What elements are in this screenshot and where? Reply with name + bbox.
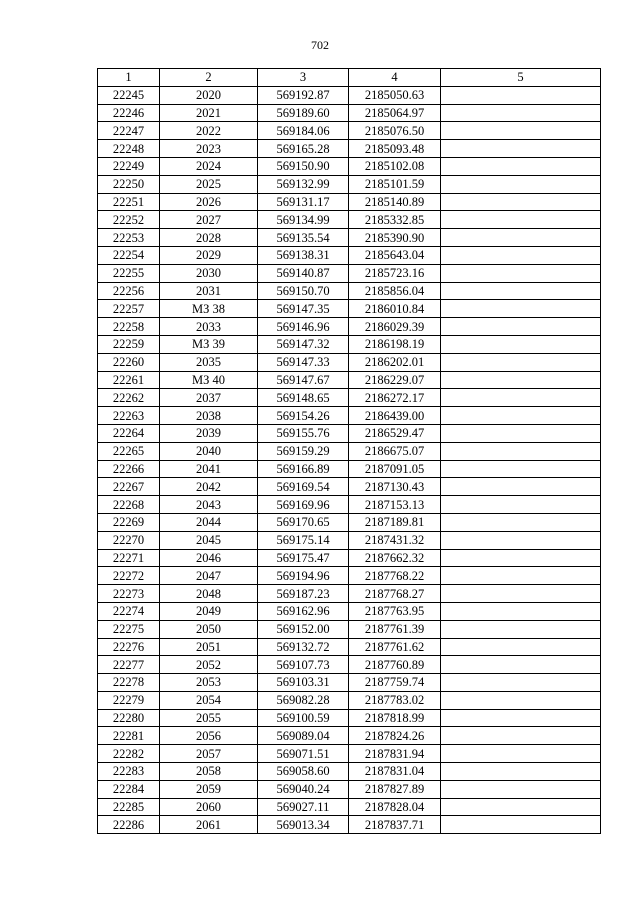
table-cell <box>441 638 601 656</box>
table-cell: 2187768.27 <box>349 585 441 603</box>
table-cell: 569013.34 <box>258 816 349 834</box>
table-cell: 22270 <box>98 531 160 549</box>
table-row <box>98 335 601 353</box>
table-cell: 22259 <box>98 335 160 353</box>
table-row <box>98 674 601 692</box>
table-cell: 569162.96 <box>258 602 349 620</box>
table-cell: 2187759.74 <box>349 674 441 692</box>
table-row <box>98 246 601 264</box>
table-cell: 22280 <box>98 709 160 727</box>
table-cell: 22249 <box>98 157 160 175</box>
table-cell <box>441 335 601 353</box>
table-cell: 569169.54 <box>258 478 349 496</box>
table-cell: 22286 <box>98 816 160 834</box>
table-cell: 2061 <box>160 816 258 834</box>
table-cell: 2025 <box>160 175 258 193</box>
table-cell: 569147.33 <box>258 353 349 371</box>
table-cell: 2185856.04 <box>349 282 441 300</box>
table-cell: 22246 <box>98 104 160 122</box>
table-cell: 2037 <box>160 389 258 407</box>
table-cell: 2185102.08 <box>349 157 441 175</box>
table-cell <box>441 175 601 193</box>
table-cell: 569071.51 <box>258 745 349 763</box>
table-cell: 22258 <box>98 318 160 336</box>
table-cell: 569192.87 <box>258 86 349 104</box>
table-cell: 569170.65 <box>258 513 349 531</box>
table-cell <box>441 656 601 674</box>
table-cell: 2020 <box>160 86 258 104</box>
table-cell: 2059 <box>160 780 258 798</box>
table-cell: 569040.24 <box>258 780 349 798</box>
table-cell: 22279 <box>98 691 160 709</box>
table-row <box>98 585 601 603</box>
table-cell: 2043 <box>160 496 258 514</box>
table-cell <box>441 140 601 158</box>
table-cell: 569138.31 <box>258 246 349 264</box>
table-cell: 2185101.59 <box>349 175 441 193</box>
column-header: 2 <box>160 69 258 87</box>
table-cell: 2022 <box>160 122 258 140</box>
page-number: 702 <box>311 38 329 52</box>
table-cell: 569150.70 <box>258 282 349 300</box>
table-cell: МЗ 38 <box>160 300 258 318</box>
table-row <box>98 211 601 229</box>
table-cell: 2187783.02 <box>349 691 441 709</box>
table-cell: 569100.59 <box>258 709 349 727</box>
table-cell: 22250 <box>98 175 160 193</box>
table-cell: 2185093.48 <box>349 140 441 158</box>
table-cell <box>441 353 601 371</box>
table-cell: 22265 <box>98 442 160 460</box>
table-body <box>98 86 601 833</box>
table-cell: 569169.96 <box>258 496 349 514</box>
table-cell: 569132.72 <box>258 638 349 656</box>
table-cell: 22257 <box>98 300 160 318</box>
table-cell <box>441 246 601 264</box>
table-cell: 569146.96 <box>258 318 349 336</box>
table-cell: 22274 <box>98 602 160 620</box>
table-cell: 569154.26 <box>258 407 349 425</box>
table-cell <box>441 567 601 585</box>
table-cell <box>441 407 601 425</box>
table-row <box>98 620 601 638</box>
table-cell: 569058.60 <box>258 763 349 781</box>
table-cell <box>441 460 601 478</box>
table-cell: 22269 <box>98 513 160 531</box>
table-cell <box>441 424 601 442</box>
table-row <box>98 229 601 247</box>
table-cell: 2187662.32 <box>349 549 441 567</box>
table-cell: 2187761.39 <box>349 620 441 638</box>
table-cell: 2021 <box>160 104 258 122</box>
table-cell: 2187828.04 <box>349 798 441 816</box>
table-cell: 2186202.01 <box>349 353 441 371</box>
column-header: 4 <box>349 69 441 87</box>
table-cell <box>441 211 601 229</box>
table-row <box>98 727 601 745</box>
table-cell: 2024 <box>160 157 258 175</box>
table-cell: 2046 <box>160 549 258 567</box>
table-row <box>98 745 601 763</box>
table-cell: 2187431.32 <box>349 531 441 549</box>
table-cell <box>441 264 601 282</box>
column-header: 3 <box>258 69 349 87</box>
table-cell: 22262 <box>98 389 160 407</box>
table-row <box>98 763 601 781</box>
table-header-row <box>98 69 601 87</box>
table-cell: 569165.28 <box>258 140 349 158</box>
table-cell: 2060 <box>160 798 258 816</box>
table-cell: 2186439.00 <box>349 407 441 425</box>
table-cell: 22253 <box>98 229 160 247</box>
coordinates-table <box>97 68 601 834</box>
table-row <box>98 638 601 656</box>
table-cell: 2053 <box>160 674 258 692</box>
table-cell: 22260 <box>98 353 160 371</box>
table-cell: 22251 <box>98 193 160 211</box>
table-cell: 2047 <box>160 567 258 585</box>
table-cell: 569027.11 <box>258 798 349 816</box>
table-row <box>98 460 601 478</box>
table-cell: 2042 <box>160 478 258 496</box>
table-cell: 569103.31 <box>258 674 349 692</box>
table-cell <box>441 300 601 318</box>
table-cell: 2185140.89 <box>349 193 441 211</box>
table-row <box>98 424 601 442</box>
table-cell: 2049 <box>160 602 258 620</box>
table-row <box>98 780 601 798</box>
table-cell: 22276 <box>98 638 160 656</box>
table-cell: 22272 <box>98 567 160 585</box>
table-cell <box>441 318 601 336</box>
table-cell: 2187760.89 <box>349 656 441 674</box>
column-header: 5 <box>441 69 601 87</box>
table-cell: 2186675.07 <box>349 442 441 460</box>
table-cell: 2185723.16 <box>349 264 441 282</box>
table-row <box>98 264 601 282</box>
table-cell: 2187827.89 <box>349 780 441 798</box>
table-cell: 22271 <box>98 549 160 567</box>
table-cell: 22247 <box>98 122 160 140</box>
table-cell: 2048 <box>160 585 258 603</box>
table-cell: 2185643.04 <box>349 246 441 264</box>
table-cell: 569155.76 <box>258 424 349 442</box>
table-cell: 569147.32 <box>258 335 349 353</box>
table-cell <box>441 549 601 567</box>
table-cell: 2058 <box>160 763 258 781</box>
table-cell: 2033 <box>160 318 258 336</box>
table-cell: МЗ 40 <box>160 371 258 389</box>
table-cell: 2054 <box>160 691 258 709</box>
table-cell: 2187761.62 <box>349 638 441 656</box>
table-cell: 22261 <box>98 371 160 389</box>
column-header: 1 <box>98 69 160 87</box>
table-cell: 2187831.04 <box>349 763 441 781</box>
table-cell: МЗ 39 <box>160 335 258 353</box>
table-cell: 2187189.81 <box>349 513 441 531</box>
table-cell: 569131.17 <box>258 193 349 211</box>
table-cell: 2026 <box>160 193 258 211</box>
table-cell: 569194.96 <box>258 567 349 585</box>
table-cell: 2187837.71 <box>349 816 441 834</box>
table-cell <box>441 709 601 727</box>
table-row <box>98 371 601 389</box>
table-cell: 2028 <box>160 229 258 247</box>
table-cell: 569082.28 <box>258 691 349 709</box>
table-row <box>98 104 601 122</box>
table-cell <box>441 691 601 709</box>
table-cell: 569135.54 <box>258 229 349 247</box>
table-row <box>98 318 601 336</box>
table-cell: 2186229.07 <box>349 371 441 389</box>
table-cell: 2187768.22 <box>349 567 441 585</box>
table-cell: 2044 <box>160 513 258 531</box>
table-cell <box>441 816 601 834</box>
table-cell: 22263 <box>98 407 160 425</box>
table-cell: 2056 <box>160 727 258 745</box>
table-cell <box>441 585 601 603</box>
table-cell: 2041 <box>160 460 258 478</box>
table-cell: 22245 <box>98 86 160 104</box>
table-cell: 2039 <box>160 424 258 442</box>
table-cell: 569140.87 <box>258 264 349 282</box>
table-cell: 22264 <box>98 424 160 442</box>
table-cell <box>441 157 601 175</box>
table-row <box>98 353 601 371</box>
table-cell <box>441 620 601 638</box>
table-cell <box>441 602 601 620</box>
table-row <box>98 496 601 514</box>
table-cell: 22285 <box>98 798 160 816</box>
table-cell: 2023 <box>160 140 258 158</box>
table-cell: 569147.35 <box>258 300 349 318</box>
table-cell: 2187130.43 <box>349 478 441 496</box>
table-cell: 2187153.13 <box>349 496 441 514</box>
table-cell: 2185064.97 <box>349 104 441 122</box>
table-cell: 2051 <box>160 638 258 656</box>
table-cell: 22275 <box>98 620 160 638</box>
table-cell: 22267 <box>98 478 160 496</box>
table-cell <box>441 763 601 781</box>
table-cell <box>441 780 601 798</box>
table-cell: 22266 <box>98 460 160 478</box>
table-cell <box>441 193 601 211</box>
table-cell: 2029 <box>160 246 258 264</box>
table-row <box>98 442 601 460</box>
table-cell: 22284 <box>98 780 160 798</box>
table-row <box>98 157 601 175</box>
table-row <box>98 407 601 425</box>
table-cell: 2187763.95 <box>349 602 441 620</box>
table-cell: 569175.14 <box>258 531 349 549</box>
table-cell: 2035 <box>160 353 258 371</box>
table-row <box>98 300 601 318</box>
table-cell: 2057 <box>160 745 258 763</box>
table-cell: 2186029.39 <box>349 318 441 336</box>
table-cell: 569150.90 <box>258 157 349 175</box>
table-row <box>98 567 601 585</box>
table-cell <box>441 745 601 763</box>
table-cell <box>441 531 601 549</box>
table-row <box>98 389 601 407</box>
table-cell: 2052 <box>160 656 258 674</box>
table-cell: 22283 <box>98 763 160 781</box>
table-cell: 569089.04 <box>258 727 349 745</box>
table-cell <box>441 282 601 300</box>
table-cell: 569166.89 <box>258 460 349 478</box>
table-cell: 2186529.47 <box>349 424 441 442</box>
table-cell <box>441 389 601 407</box>
table-row <box>98 140 601 158</box>
table-cell: 569148.65 <box>258 389 349 407</box>
table-cell: 22255 <box>98 264 160 282</box>
table-row <box>98 478 601 496</box>
table-cell: 2030 <box>160 264 258 282</box>
table-row <box>98 602 601 620</box>
table-cell: 569187.23 <box>258 585 349 603</box>
table-cell: 2186272.17 <box>349 389 441 407</box>
table-cell <box>441 229 601 247</box>
table-row <box>98 798 601 816</box>
table-cell <box>441 86 601 104</box>
table-cell: 2185332.85 <box>349 211 441 229</box>
table-cell: 2031 <box>160 282 258 300</box>
table-cell: 22248 <box>98 140 160 158</box>
table-row <box>98 86 601 104</box>
table-cell: 2040 <box>160 442 258 460</box>
table-row <box>98 531 601 549</box>
table-cell <box>441 371 601 389</box>
table-cell: 22277 <box>98 656 160 674</box>
table-cell <box>441 727 601 745</box>
table-cell: 569189.60 <box>258 104 349 122</box>
table-row <box>98 709 601 727</box>
table-cell: 2055 <box>160 709 258 727</box>
table-cell <box>441 442 601 460</box>
table-cell <box>441 674 601 692</box>
table-row <box>98 282 601 300</box>
table-cell: 569134.99 <box>258 211 349 229</box>
table-cell: 569147.67 <box>258 371 349 389</box>
table-cell: 569107.73 <box>258 656 349 674</box>
table-cell: 2186010.84 <box>349 300 441 318</box>
table-cell <box>441 104 601 122</box>
table-cell: 22268 <box>98 496 160 514</box>
table-row <box>98 816 601 834</box>
table-cell: 2187824.26 <box>349 727 441 745</box>
table-cell: 2187091.05 <box>349 460 441 478</box>
table-cell: 2186198.19 <box>349 335 441 353</box>
table-cell: 2027 <box>160 211 258 229</box>
table-cell: 2187831.94 <box>349 745 441 763</box>
table-cell: 2038 <box>160 407 258 425</box>
table-cell: 569175.47 <box>258 549 349 567</box>
table-cell: 22273 <box>98 585 160 603</box>
table-cell: 569152.00 <box>258 620 349 638</box>
table-cell: 22281 <box>98 727 160 745</box>
table-row <box>98 122 601 140</box>
table-cell: 22256 <box>98 282 160 300</box>
table-cell: 2185076.50 <box>349 122 441 140</box>
table-row <box>98 549 601 567</box>
table-cell: 2185050.63 <box>349 86 441 104</box>
table-row <box>98 691 601 709</box>
table-row <box>98 513 601 531</box>
table-cell: 569184.06 <box>258 122 349 140</box>
table-row <box>98 193 601 211</box>
table-row <box>98 175 601 193</box>
table-cell: 2045 <box>160 531 258 549</box>
table-cell: 22282 <box>98 745 160 763</box>
table-cell: 2185390.90 <box>349 229 441 247</box>
table-cell: 569159.29 <box>258 442 349 460</box>
table-cell: 22278 <box>98 674 160 692</box>
table-cell: 569132.99 <box>258 175 349 193</box>
table-cell: 22252 <box>98 211 160 229</box>
table-cell: 2187818.99 <box>349 709 441 727</box>
table-cell <box>441 122 601 140</box>
table-cell: 22254 <box>98 246 160 264</box>
table-row <box>98 656 601 674</box>
table-cell <box>441 513 601 531</box>
table-cell <box>441 478 601 496</box>
table-cell <box>441 798 601 816</box>
table-cell <box>441 496 601 514</box>
table-cell: 2050 <box>160 620 258 638</box>
